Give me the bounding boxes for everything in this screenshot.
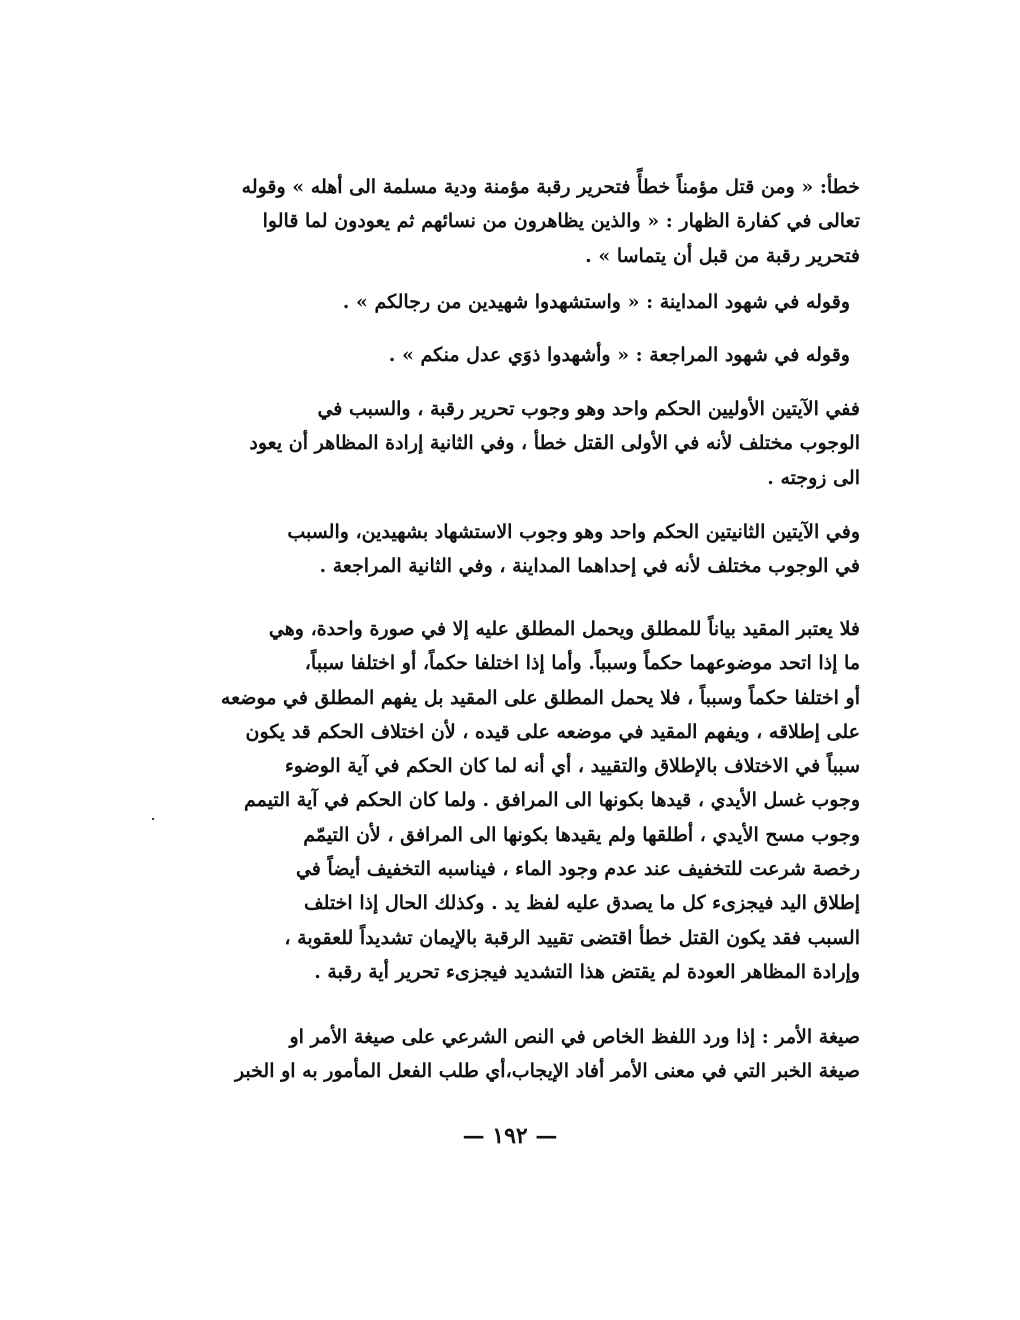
- paragraph-5: صيغة الأمر : إذا ورد اللفظ الخاص في النص الشرعي على صيغة الأمر او صيغة الخبر التي في معنى الأمر أفاد الإيجاب،أي طلب الفعل المأمور به او الخبر: [234, 1026, 860, 1083]
- page-number: — ١٩٢ —: [462, 1123, 558, 1149]
- paragraph-3: وفي الآيتين الثانيتين الحكم واحد وهو وجوب الاستشهاد بشهيدين، والسبب في الوجوب مختلف لأنه في إحداهما المداينة ، وفي الثانية المراجعة .: [287, 521, 860, 578]
- paragraph-2: ففي الآيتين الأوليين الحكم واحد وهو وجوب تحرير رقبة ، والسبب في الوجوب مختلف لأنه في الأولى القتل خطأ ، وفي الثانية إرادة المظاهر أن يعود الى زوجته .: [249, 398, 860, 489]
- scan-speck: [152, 818, 154, 820]
- quote-line-2: وقوله في شهود المراجعة : « وأشهدوا ذوَي عدل منكم » .: [388, 344, 850, 366]
- paragraph-4: فلا يعتبر المقيد بياناً للمطلق ويحمل المطلق عليه إلا في صورة واحدة، وهي ما إذا اتحد موضوعهما حكماً وسبباً. وأما إذا اختلفا حكماً، أو اختلفا سبباً، أو اختلفا حكماً وسبباً ، فلا يحمل المطلق على المقيد بل يفهم المطلق في موضعه على إطلاقه ، ويفهم المقيد في موضعه على قيده ، لأن اختلاف الحكم قد يكون سبباً في الاختلاف بالإطلاق والتقييد ، أي أنه لما كان الحكم في آية الوضوء وجوب غسل الأيدي ، قيدها بكونها الى المرافق . ولما كان الحكم في آية التيمم وجوب مسح الأيدي ، أطلقها ولم يقيدها بكونها الى المرافق ، لأن التيمّم رخصة شرعت للتخفيف عند عدم وجود الماء ، فيناسبه التخفيف أيضاً في إطلاق اليد فيجزىء كل ما يصدق عليه لفظ يد . وكذلك الحال إذا اختلف السبب فقد يكون القتل خطأ اقتضى تقييد الرقبة بالإيمان تشديداً للعقوبة ، وإرادة المظاهر العودة لم يقتض هذا التشديد فيجزىء تحرير أية رقبة .: [220, 618, 860, 983]
- quote-line-1: وقوله في شهود المداينة : « واستشهدوا شهيدين من رجالكم » .: [342, 291, 850, 313]
- paragraph-1: خطأ: « ومن قتل مؤمناً خطأً فتحرير رقبة مؤمنة ودية مسلمة الى أهله » وقوله تعالى في كفارة الظهار : « والذين يظاهرون من نسائهم ثم يعودون لما قالوا فتحرير رقبة من قبل أن يتماسا » .: [241, 176, 860, 267]
